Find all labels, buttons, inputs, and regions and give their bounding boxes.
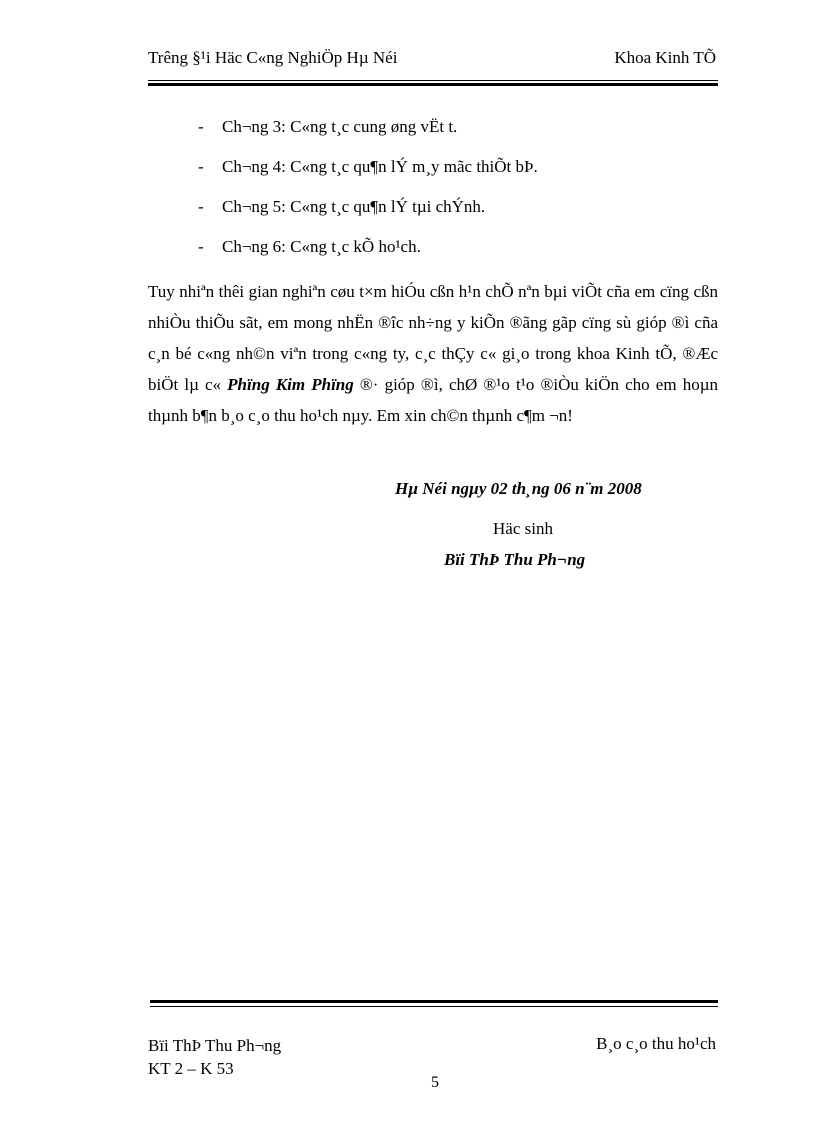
header-rule-thick [148, 83, 718, 86]
footer-author: Bïi ThÞ Thu Ph¬ng [148, 1036, 282, 1055]
signer-role: Häc sinh [493, 519, 553, 538]
chapter-text: Ch¬ng 6: C«ng t¸c kÕ ho¹ch. [222, 237, 421, 256]
body-paragraph [148, 276, 718, 431]
list-dash: - [198, 197, 204, 216]
list-dash: - [198, 117, 204, 136]
signer-name: Bïi ThÞ Thu Ph¬ng [444, 550, 586, 569]
page-number: 5 [431, 1074, 439, 1091]
list-item [198, 196, 718, 236]
teacher-name: Phïng Kim Phïng [227, 375, 354, 394]
school-name: Trêng §¹i Häc C«ng NghiÖp Hµ Néi [148, 48, 398, 67]
date-line: Hµ Néi ngµy 02 th¸ng 06 n¨m 2008 [395, 479, 642, 498]
list-item [198, 156, 718, 196]
footer-doc-type: B¸o c¸o thu ho¹ch [596, 1034, 716, 1053]
chapter-text: Ch¬ng 3: C«ng t¸c cung øng vËt t. [222, 117, 458, 136]
list-dash: - [198, 237, 204, 256]
list-item [198, 116, 718, 156]
header-rule-thin [148, 80, 718, 81]
chapter-text: Ch¬ng 4: C«ng t¸c qu¶n lÝ m¸y mãc thiÕt bÞ. [222, 157, 538, 176]
list-dash: - [198, 157, 204, 176]
paragraph-text-after: ®· gióp ®ì, chØ ®¹o t¹o ®iÒu kiÖn cho em hoµn thµnh b¶n b¸o c¸o thu ho¹ch nµy. Em xin ch©n thµnh c¶m ¬n! [148, 375, 718, 425]
chapter-text: Ch¬ng 5: C«ng t¸c qu¶n lÝ tµi chÝnh. [222, 197, 486, 216]
footer-rule-thin [150, 1006, 718, 1007]
chapter-list [198, 116, 718, 276]
list-item [198, 236, 718, 276]
footer-class: KT 2 – K 53 [148, 1059, 234, 1078]
paragraph-text-before: Tuy nhiªn thêi gian nghiªn cøu t×m hiÓu cßn h¹n chÕ nªn bµi viÕt cña em cïng cßn nhiÒu thiÕu sãt, em mong nhËn ®îc nh÷ng y kiÕn ®ãng gãp cïng sù gióp ®ì cña c¸n bé c«ng nh©n viªn trong c«ng ty, c¸c thÇy c« gi¸o trong khoa Kinh tÕ, ®Æc biÖt lµ c« [148, 282, 718, 394]
faculty-name: Khoa Kinh TÕ [614, 48, 716, 67]
footer-rule-thick [150, 1000, 718, 1003]
page-header [148, 48, 718, 72]
